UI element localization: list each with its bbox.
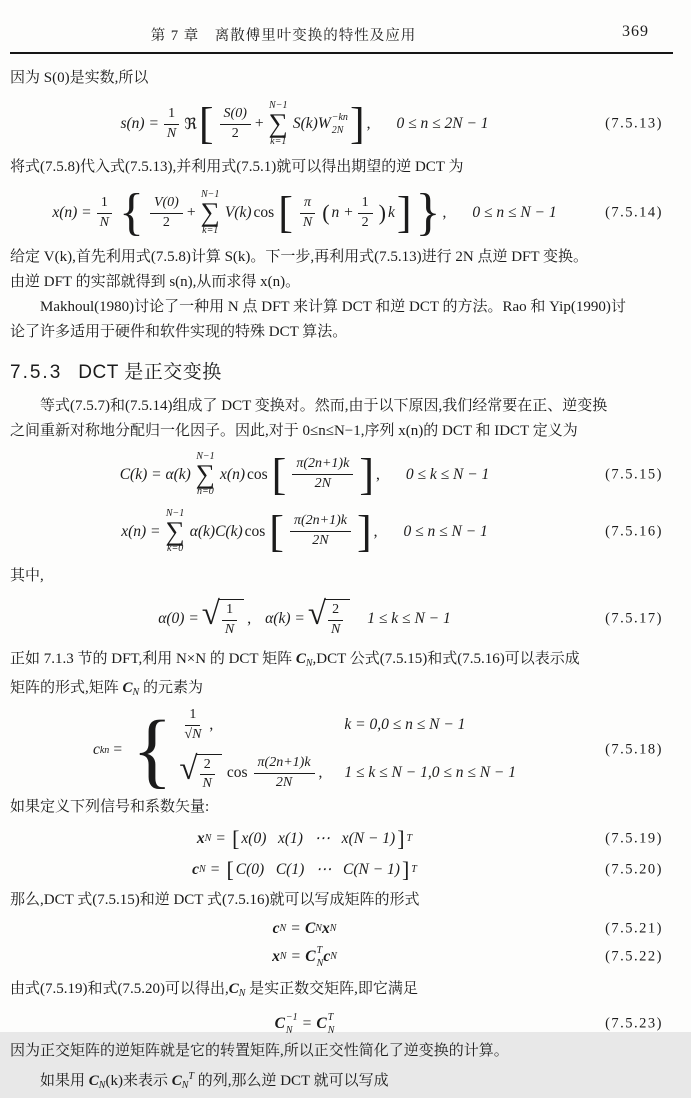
case-expression: [176, 707, 344, 744]
denominator: 2: [231, 125, 239, 141]
radical: [201, 596, 244, 639]
summation: [165, 509, 184, 555]
cosine: cos: [226, 764, 248, 782]
subscript: N: [315, 923, 322, 935]
section-heading: [10, 357, 677, 384]
math-lhs: x(n) =: [52, 204, 92, 221]
denominator: 2N: [312, 533, 329, 548]
cosine: cos: [244, 522, 266, 540]
condition: 0 ≤ k ≤ N − 1: [405, 465, 490, 483]
equation-7-5-14: [10, 183, 677, 243]
paragraph-makhoul-1: Makhoul(1980)讨论了一种用 N 点 DFT 来计算 DCT 和逆 DCT 的方法。Rao 和 Yip(1990)讨: [40, 299, 626, 315]
text-segment: ,DCT 公式(7.5.15)和式(7.5.16)可以表示成: [312, 651, 580, 667]
math-lhs: x(n) =: [121, 522, 161, 540]
right-bracket: ]: [356, 506, 372, 556]
case-condition: 1 ≤ k ≤ N − 1,0 ≤ n ≤ N − 1: [344, 764, 517, 782]
matrix-symbol: C: [228, 981, 239, 998]
equals-sign: =: [302, 1014, 312, 1032]
superscript: −1: [285, 1011, 298, 1023]
numerator: π(2n+1)k: [290, 513, 351, 532]
math-term: α(k)C(k): [189, 522, 243, 540]
fraction: [221, 602, 238, 639]
equals-sign: =: [113, 741, 123, 759]
numerator: π: [300, 195, 315, 214]
subscript: N: [327, 1024, 335, 1036]
fraction: [299, 195, 316, 232]
numerator: S(0): [220, 106, 251, 125]
math-lhs: c: [92, 741, 100, 759]
numerator: π(2n+1)k: [254, 755, 315, 774]
text-segment: 是实正数交矩阵,即它满足: [245, 981, 418, 998]
paragraph-pair-1: 等式(7.5.7)和(7.5.14)组成了 DCT 变换对。然而,由于以下原因,我们经常要在正、逆变换: [40, 398, 608, 414]
equals-sign: =: [291, 947, 301, 965]
comma: ,: [375, 465, 380, 483]
text-segment: 的元素为: [139, 680, 203, 696]
text-segment: 的列,那么逆 DCT 就可以写成: [193, 1073, 389, 1090]
sum-lower-limit: k=1: [202, 224, 219, 236]
vector-symbol: x: [272, 947, 280, 965]
fraction: [96, 195, 113, 232]
equation-tag: (7.5.18): [605, 741, 663, 758]
radical: [307, 596, 350, 639]
superscript: T: [327, 1011, 334, 1023]
math-lhs: C(k) = α(k): [119, 465, 191, 483]
sum-upper-limit: N−1: [196, 450, 215, 462]
left-brace: {: [118, 184, 144, 242]
numerator: 1: [358, 195, 373, 214]
running-header: [10, 24, 677, 48]
right-brace: }: [415, 184, 441, 242]
equation-7-5-16: [10, 503, 677, 560]
denominator: 2: [162, 214, 170, 230]
sigma-symbol: ∑: [200, 197, 220, 228]
denominator: 2N: [314, 476, 331, 491]
equation-7-5-23: [10, 1008, 677, 1039]
paragraph-where: 其中,: [10, 568, 44, 584]
matrix-subscript: N: [181, 1080, 189, 1092]
equals-sign: =: [210, 860, 220, 878]
sup-sub-stack: [332, 111, 348, 137]
cosine: cos: [253, 204, 275, 221]
radical-sign: √: [201, 596, 220, 633]
case-row: [176, 750, 517, 794]
vector-symbol: c: [192, 860, 200, 878]
transpose-superscript: T: [411, 864, 417, 876]
math-term: x(n): [220, 465, 245, 483]
equation-tag: (7.5.19): [605, 830, 663, 847]
numerator: 1: [164, 106, 179, 125]
paragraph-pair-2: 之间重新对称地分配归一化因子。因此,对于 0≤n≤N−1,序列 x(n)的 DCT 和 IDCT 定义为: [10, 423, 578, 439]
vector-symbol: x: [196, 829, 205, 847]
paragraph-matrix-1: [10, 647, 677, 676]
math-lhs: s(n) =: [120, 115, 159, 132]
matrix-symbol: C: [316, 1014, 327, 1032]
vector-items: x(0) x(1) ⋯ x(N − 1): [241, 830, 396, 848]
radical-sign: √: [307, 596, 326, 633]
sigma-symbol: ∑: [195, 458, 216, 489]
matrix-subscript: N: [132, 687, 140, 698]
condition: 0 ≤ n ≤ 2N − 1: [396, 115, 489, 132]
text-segment: 由式(7.5.19)和式(7.5.20)可以得出,: [10, 981, 229, 998]
fraction: [150, 195, 183, 232]
equation-tag: (7.5.14): [605, 204, 663, 221]
text-segment: (k)来表示: [105, 1073, 172, 1090]
case-expression: [176, 750, 344, 794]
left-bracket: [: [232, 825, 240, 851]
sigma-symbol: ∑: [165, 515, 185, 546]
paragraph-intro: 因为 S(0)是实数,所以: [10, 70, 149, 86]
equals-sign: =: [291, 919, 300, 937]
comma: ,: [318, 764, 323, 782]
equation-7-5-22: [10, 942, 677, 971]
matrix-superscript: T: [188, 1071, 194, 1083]
sum-lower-limit: k=0: [167, 543, 184, 555]
paragraph-matrix-2: [10, 676, 677, 705]
plus-sign: +: [186, 204, 196, 221]
paragraph-given-1: 给定 V(k),首先利用式(7.5.8)计算 S(k)。下一步,再利用式(7.5.13)进行 2N 点逆 DFT 变换。: [10, 249, 589, 265]
radical-sign: √: [179, 750, 198, 787]
subscript: N: [204, 833, 212, 845]
subscript: N: [199, 864, 206, 876]
denominator: N: [202, 776, 212, 792]
fraction: [292, 456, 353, 493]
condition: 0 ≤ n ≤ N − 1: [472, 204, 557, 221]
denominator: N: [330, 622, 341, 637]
comma: ,: [442, 204, 447, 221]
denominator: N: [302, 214, 313, 230]
section-title: DCT 是正交变换: [78, 362, 222, 383]
vector-symbol: c: [323, 947, 331, 965]
equation-tag: (7.5.23): [605, 1015, 663, 1032]
math-term: V(k): [224, 204, 252, 221]
math-term: n +: [331, 204, 354, 221]
matrix-symbol: C: [122, 680, 133, 696]
equation-7-5-21: [10, 915, 677, 942]
paragraph-columns: [10, 1064, 677, 1098]
sum-lower-limit: k=1: [270, 135, 287, 147]
subscript: 2N: [331, 125, 344, 136]
equation-tag: (7.5.22): [605, 948, 663, 965]
paragraph-then: 那么,DCT 式(7.5.15)和逆 DCT 式(7.5.16)就可以写成矩阵的形式: [10, 892, 420, 909]
denominator: N: [99, 214, 109, 230]
sum-lower-limit: n=0: [197, 486, 214, 498]
subscript: N: [329, 923, 337, 935]
left-bracket: [: [278, 188, 293, 238]
radical: [179, 750, 221, 794]
comma: ,: [209, 716, 214, 734]
left-paren: (: [322, 200, 330, 226]
comma: ,: [366, 115, 371, 132]
equation-tag: (7.5.15): [605, 466, 663, 482]
summation: [201, 190, 220, 236]
math-lhs: α(k) =: [265, 610, 305, 627]
equation-7-5-15: [10, 446, 677, 503]
fraction: [327, 602, 344, 639]
comma: ,: [373, 522, 378, 540]
vector-items: C(0) C(1) ⋯ C(N − 1): [235, 861, 400, 879]
vector-symbol: c: [272, 919, 280, 937]
cases-brace: {: [132, 703, 173, 797]
right-bracket: ]: [401, 856, 410, 882]
left-bracket: [: [271, 449, 287, 499]
fraction: [290, 513, 351, 550]
condition: 1 ≤ k ≤ N − 1: [367, 610, 451, 627]
real-part-symbol: ℜ: [184, 115, 197, 133]
condition: 0 ≤ n ≤ N − 1: [403, 522, 488, 540]
math-term: k: [387, 204, 395, 221]
sum-upper-limit: N−1: [201, 189, 220, 201]
matrix-symbol: C: [274, 1014, 285, 1032]
equation-7-5-19: [10, 823, 677, 854]
equation-tag: (7.5.20): [605, 861, 663, 878]
sup-sub-stack: [317, 944, 324, 970]
comma: ,: [247, 610, 252, 627]
matrix-symbol: C: [88, 1073, 99, 1090]
paragraph-makhoul-2: 论了许多适用于硬件和软件实现的特殊 DCT 算法。: [10, 324, 348, 340]
summation: [269, 101, 288, 147]
fraction: [254, 755, 315, 792]
cases-block: [176, 707, 516, 793]
numerator: 2: [200, 757, 215, 776]
sum-upper-limit: N−1: [165, 507, 185, 519]
text-segment: 如果用: [40, 1073, 89, 1090]
matrix-symbol: C: [295, 651, 306, 667]
right-bracket: ]: [349, 99, 365, 149]
subscript: N: [316, 957, 324, 969]
matrix-subscript: N: [305, 658, 313, 669]
plus-sign: +: [254, 115, 264, 132]
numerator: 1: [222, 602, 237, 621]
math-term: S(k)W: [292, 115, 331, 132]
matrix-subscript: N: [98, 1080, 106, 1092]
equation-tag: (7.5.17): [605, 610, 663, 627]
right-bracket: ]: [359, 449, 374, 499]
subscript: N: [285, 1024, 293, 1036]
numerator: 1: [97, 195, 112, 214]
numerator: 1: [185, 707, 200, 726]
page-number: 369: [622, 23, 649, 40]
sup-sub-stack: [328, 1011, 335, 1037]
numerator: 2: [328, 602, 343, 621]
numerator: π(2n+1)k: [292, 456, 353, 475]
equation-7-5-13: [10, 95, 677, 153]
equals-sign: =: [216, 829, 226, 847]
sup-sub-stack: [286, 1011, 298, 1037]
superscript: −kn: [331, 112, 348, 123]
numerator: V(0): [150, 195, 183, 214]
fraction: [163, 106, 180, 143]
paragraph-transpose: 因为正交矩阵的逆矩阵就是它的转置矩阵,所以正交性简化了逆变换的计算。: [10, 1043, 509, 1060]
left-bracket: [: [198, 99, 214, 149]
denominator: N: [166, 125, 177, 141]
matrix-symbol: C: [304, 919, 316, 937]
cosine: cos: [246, 465, 268, 483]
denominator: 2: [361, 214, 369, 230]
subscript: kn: [99, 744, 110, 756]
transpose-superscript: T: [406, 833, 413, 845]
subscript: N: [330, 951, 337, 963]
fraction: [220, 106, 251, 143]
matrix-symbol: C: [171, 1073, 182, 1090]
case-row: [176, 707, 516, 744]
right-bracket: ]: [396, 188, 412, 238]
vector-symbol: x: [321, 919, 330, 937]
section-number: 7.5.3: [10, 362, 63, 383]
fraction: [180, 707, 205, 744]
subscript: N: [279, 923, 287, 935]
equation-7-5-18: [10, 703, 677, 797]
denominator: √N: [184, 726, 202, 742]
left-bracket: [: [269, 506, 284, 556]
paragraph-given-2: 由逆 DFT 的实部就得到 s(n),从而求得 x(n)。: [10, 274, 301, 290]
matrix-symbol: C: [305, 947, 316, 965]
right-paren: ): [378, 200, 386, 226]
paragraph-define: 如果定义下列信号和系数矢量:: [10, 799, 210, 816]
denominator: N: [224, 622, 235, 637]
fraction: [199, 757, 216, 794]
equation-7-5-17: [10, 593, 677, 645]
summation: [196, 452, 215, 498]
header-rule: [10, 52, 673, 54]
fraction: [358, 195, 373, 232]
chapter-title: 第 7 章 离散傅里叶变换的特性及应用: [150, 28, 417, 44]
paragraph-substitute: 将式(7.5.8)代入式(7.5.13),并利用式(7.5.1)就可以得出期望的逆 DCT 为: [10, 159, 464, 175]
text-segment: 矩阵的形式,矩阵: [10, 680, 123, 696]
sigma-symbol: ∑: [268, 108, 288, 139]
case-condition: k = 0,0 ≤ n ≤ N − 1: [344, 716, 466, 734]
sum-upper-limit: N−1: [269, 100, 288, 112]
superscript: T: [316, 944, 323, 956]
denominator: 2N: [275, 774, 293, 790]
right-bracket: ]: [397, 825, 405, 851]
text-segment: 正如 7.1.3 节的 DFT,利用 N×N 的 DCT 矩阵: [10, 651, 296, 667]
equation-tag: (7.5.13): [605, 115, 663, 132]
paragraph-orthogonal: [10, 977, 677, 1006]
matrix-subscript: N: [238, 988, 246, 1000]
math-lhs: α(0) =: [158, 610, 199, 627]
subscript: N: [279, 951, 287, 963]
equation-tag: (7.5.16): [605, 523, 663, 539]
left-bracket: [: [226, 856, 234, 882]
equation-7-5-20: [10, 854, 677, 885]
equation-tag: (7.5.21): [605, 920, 663, 937]
